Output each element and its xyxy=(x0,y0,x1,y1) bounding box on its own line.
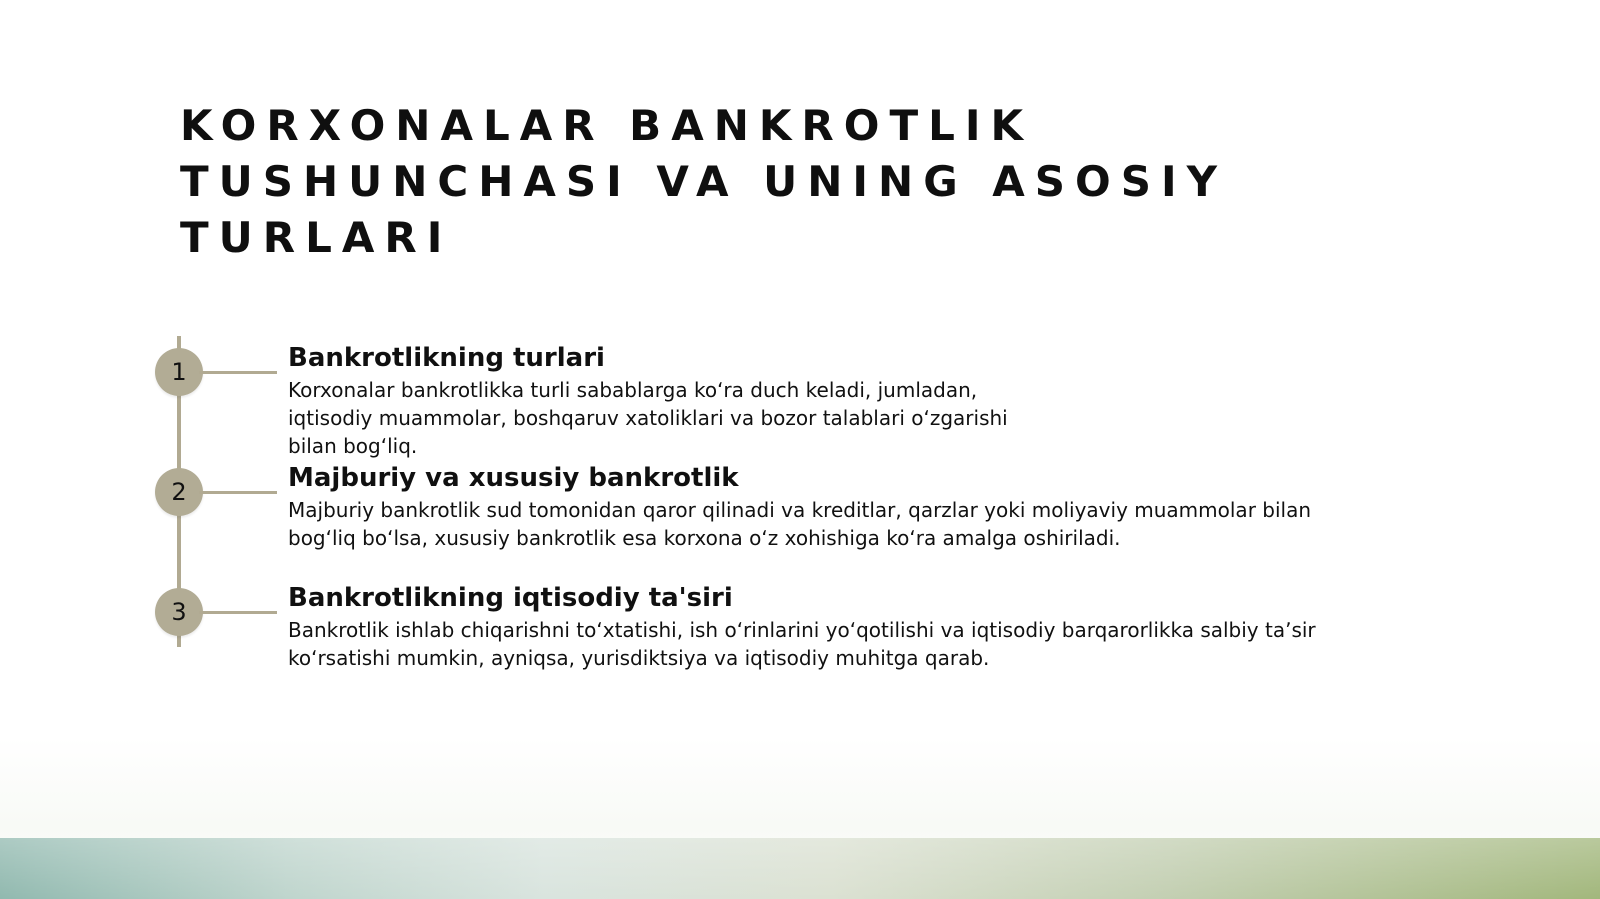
timeline-item-description xyxy=(288,496,1408,552)
timeline-item-2 xyxy=(288,460,1408,552)
timeline-item-description xyxy=(288,376,1408,460)
description-line: bilan bogʻliq. xyxy=(288,434,418,458)
timeline-item-3 xyxy=(288,580,1408,672)
timeline-item-title: Majburiy va xususiy bankrotlik xyxy=(288,463,739,493)
slide-title: KORXONALAR BANKROTLIK TUSHUNCHASI VA UNING ASOSIY TURLARI xyxy=(180,101,1228,262)
timeline-node-1: 1 xyxy=(155,348,203,396)
decorative-footer-band xyxy=(0,838,1600,899)
timeline-node-3: 3 xyxy=(155,588,203,636)
description-line: Majburiy bankrotlik sud tomonidan qaror qilinadi va kreditlar, qarzlar yoki moliyaviy muammolar bilan xyxy=(288,498,1312,522)
description-line: bogʻliq boʻlsa, xususiy bankrotlik esa korxona oʻz xohishiga koʻra amalga oshiriladi. xyxy=(288,526,1121,550)
description-line: iqtisodiy muammolar, boshqaruv xatoliklari va bozor talablari oʻzgarishi xyxy=(288,406,1008,430)
description-line: Korxonalar bankrotlikka turli sabablarga koʻra duch keladi, jumladan, xyxy=(288,378,978,402)
description-line: koʻrsatishi mumkin, ayniqsa, yurisdiktsiya va iqtisodiy muhitga qarab. xyxy=(288,646,990,670)
timeline-item-title: Bankrotlikning iqtisodiy ta'siri xyxy=(288,583,733,613)
timeline-item-description xyxy=(288,616,1408,672)
description-line: Bankrotlik ishlab chiqarishni toʻxtatishi, ish oʻrinlarini yoʻqotilishi va iqtisodiy barqarorlikka salbiy taʼsir xyxy=(288,618,1316,642)
timeline-connector-1 xyxy=(199,371,277,374)
timeline-item-1 xyxy=(288,340,1408,460)
timeline-connector-3 xyxy=(199,611,277,614)
timeline-connector-2 xyxy=(199,491,277,494)
timeline-item-title: Bankrotlikning turlari xyxy=(288,343,605,373)
timeline-node-2: 2 xyxy=(155,468,203,516)
